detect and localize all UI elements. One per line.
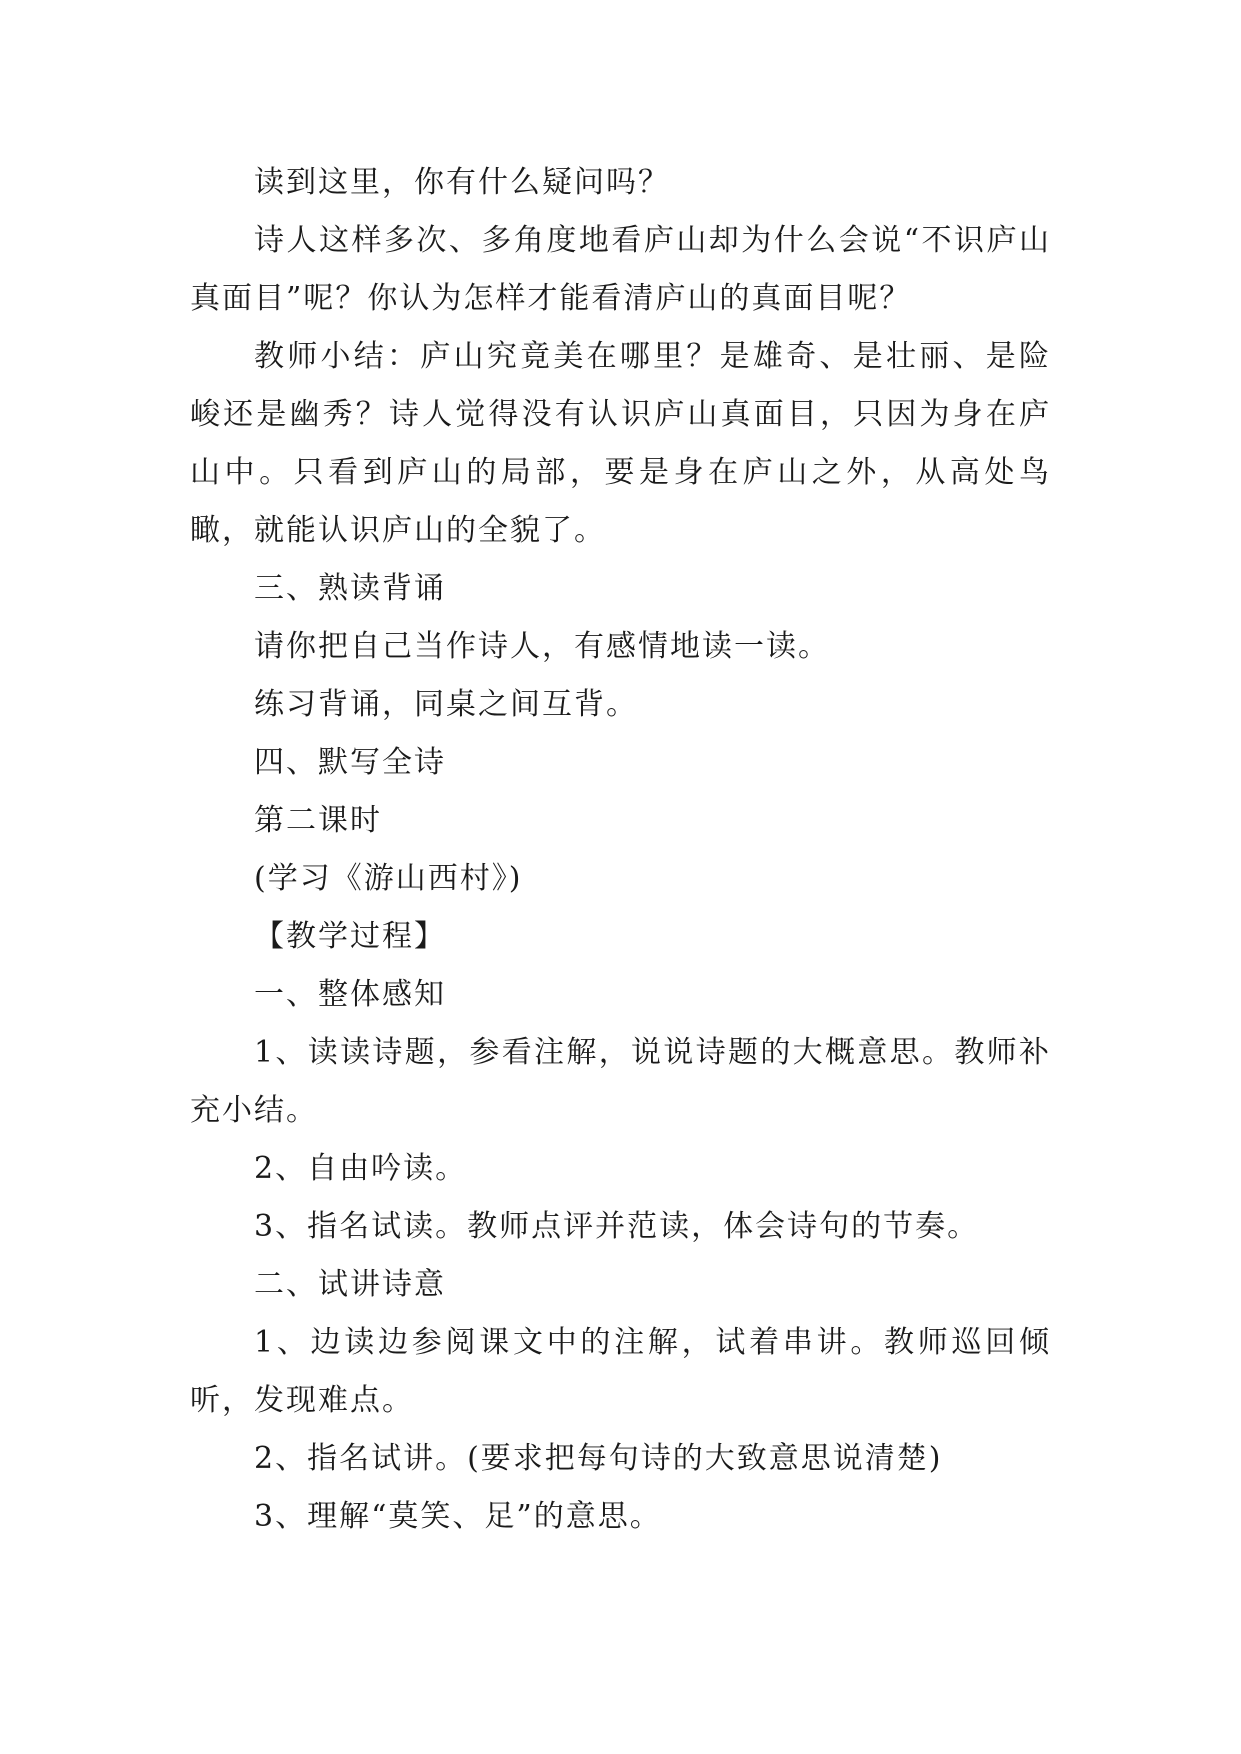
paragraph-practice-recite: 练习背诵，同桌之间互背。 (254, 687, 638, 722)
paragraph-poet-question: 诗人这样多次、多角度地看庐山却为什么会说“不识庐山真面目”呢？你认为怎样才能看清庐山的真面目呢？ (190, 223, 1051, 316)
lesson-heading: 第二课时 (254, 803, 382, 838)
section-heading-recite: 三、熟读背诵 (254, 571, 446, 606)
paragraph-read-aloud: 请你把自己当作诗人，有感情地读一读。 (254, 629, 830, 664)
list-item-trial-explain: 2、指名试讲。(要求把每句诗的大致意思说清楚) (254, 1441, 943, 1476)
list-item-understand: 3、理解“莫笑、足”的意思。 (254, 1499, 662, 1534)
paragraph-question: 读到这里，你有什么疑问吗？ (254, 165, 670, 200)
list-item-annotations: 1、边读边参阅课文中的注解，试着串讲。教师巡回倾听，发现难点。 (190, 1325, 1051, 1418)
paragraph-teacher-summary: 教师小结：庐山究竟美在哪里？是雄奇、是壮丽、是险峻还是幽秀？诗人觉得没有认识庐山真面目，只因为身在庐山中。只看到庐山的局部，要是身在庐山之外，从高处鸟瞰，就能认识庐山的全貌了。 (190, 339, 1051, 548)
teaching-process-heading: 【教学过程】 (254, 919, 446, 954)
list-item-trial-read: 3、指名试读。教师点评并范读，体会诗句的节奏。 (254, 1209, 980, 1244)
section-heading-explain: 二、试讲诗意 (254, 1267, 446, 1302)
lesson-subtitle: (学习《游山西村》) (254, 861, 523, 896)
list-item-free-read: 2、自由吟读。 (254, 1151, 468, 1186)
list-item-read-title: 1、读读诗题，参看注解，说说诗题的大概意思。教师补充小结。 (190, 1035, 1051, 1128)
section-heading-overall: 一、整体感知 (254, 977, 446, 1012)
section-heading-dictation: 四、默写全诗 (254, 745, 446, 780)
document-body (190, 154, 1051, 1546)
